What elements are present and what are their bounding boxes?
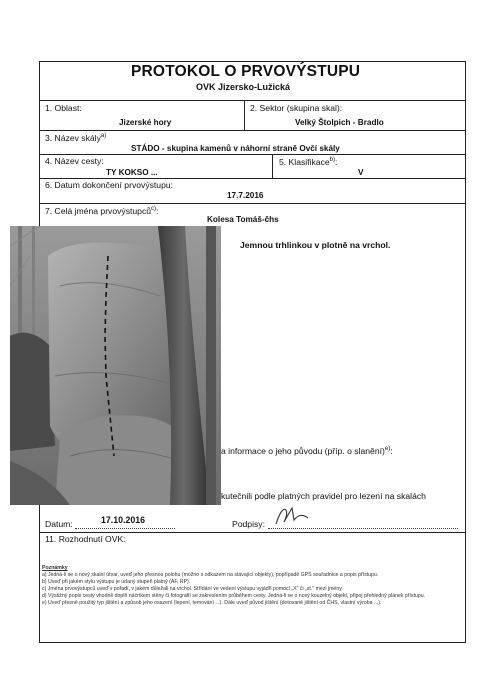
page-title: PROTOKOL O PRVOVÝSTUPU (131, 63, 361, 80)
datum-label: 6. Datum dokončení prvovýstupu: (45, 180, 174, 190)
divider (40, 154, 465, 155)
divider (40, 532, 465, 533)
klasifikace-value: V (358, 168, 364, 177)
divider (40, 178, 465, 179)
klasifikace-colon: : (334, 156, 338, 167)
informace-colon: : (390, 445, 393, 456)
footnote-item: a) Jedná-li se o nový skalní útvar, uveď jeho přesnou polohu (možno s odkazem na stávající objekty), popřípadě GPS souřadnice a popis přístupu. (42, 572, 379, 579)
klasifikace-label-sup: b) (329, 157, 335, 163)
divider (40, 130, 465, 131)
jmena-label (45, 206, 158, 215)
popis-value: Jemnou trhlinkou v plotně na vrchol. (240, 240, 391, 250)
informace-sup: e) (384, 446, 391, 452)
oblast-value: Jizerské hory (119, 118, 172, 127)
footnotes-heading: Poznámky (42, 565, 68, 571)
skala-label-text: 3. Název skály (45, 132, 101, 143)
informace-text (221, 446, 393, 455)
cesta-label: 4. Název cesty: (45, 156, 104, 166)
datum2-value: 17.10.2016 (101, 515, 146, 525)
divider-vertical (272, 154, 273, 178)
klasifikace-label (279, 157, 337, 166)
divider (40, 203, 465, 204)
podpis-label: Podpisy: (232, 519, 265, 529)
footnotes (42, 565, 460, 608)
informace-text-body: a informace o jeho původu (příp. o slanění) (221, 445, 385, 456)
jmena-label-text: 7. Celá jména prvovýstupců (45, 205, 152, 216)
prohlaseni-text: kutečnili podle platných pravidel pro lezení na skalách (221, 491, 426, 501)
skala-label (45, 133, 106, 142)
datum2-label: Datum: (45, 519, 73, 529)
datum-value: 17.7.2016 (227, 191, 264, 200)
cesta-value: TY KOKSO ... (106, 168, 158, 177)
sektor-label: 2. Sektor (skupina skal): (250, 103, 343, 113)
sektor-value: Velký Štolpich - Bradlo (295, 118, 384, 127)
rock-photo (10, 226, 221, 505)
page-subtitle: OVK Jizersko-Lužická (196, 82, 291, 92)
skala-value: STÁDO - skupina kamenů v náhorní straně Ovčí skály (131, 144, 340, 153)
divider (40, 100, 465, 101)
jmena-value: Kolesa Tomáš-čhs (207, 215, 279, 224)
footnote-item: b) Uveď při jakém stylu výstupu je udaný stupeň platný (AF, RP). (42, 579, 191, 586)
signature-icon (272, 500, 312, 530)
rozhodnuti-label: 11. Rozhodnutí OVK: (45, 534, 126, 544)
oblast-label: 1. Oblast: (45, 103, 82, 113)
klasifikace-label-text: 5. Klasifikace (279, 156, 330, 167)
datum2-dots (75, 528, 175, 529)
rock-photo-image (10, 226, 221, 505)
footnote-item: e) Uveď přesně použitý typ jištění a způsob jeho osazení (lepení, temování ...). Dále uveď původ jištění (dotované jištění od ČHS, vlastní výroba ...). (42, 600, 382, 607)
jmena-label-sup: c) (151, 206, 157, 212)
jmena-colon: : (156, 205, 159, 216)
footnote-item: d) Výstižný popis cesty vhodně doplň náčrtkem stěny či fotografií se zakreslením průběhem cesty. Jedná-li se o nový kouzelný objekt, připoj přehledný plánek přístupu. (42, 593, 426, 600)
footnote-item: c) Jména prvovýstupců uveď v pořadí, v jakém důležali na vrchol. Střídání ve vedení výstupu vyjádři pomocí „X" či „st." mezi jmény. (42, 586, 343, 593)
divider-vertical (244, 100, 245, 130)
skala-label-sup: a) (100, 133, 107, 139)
